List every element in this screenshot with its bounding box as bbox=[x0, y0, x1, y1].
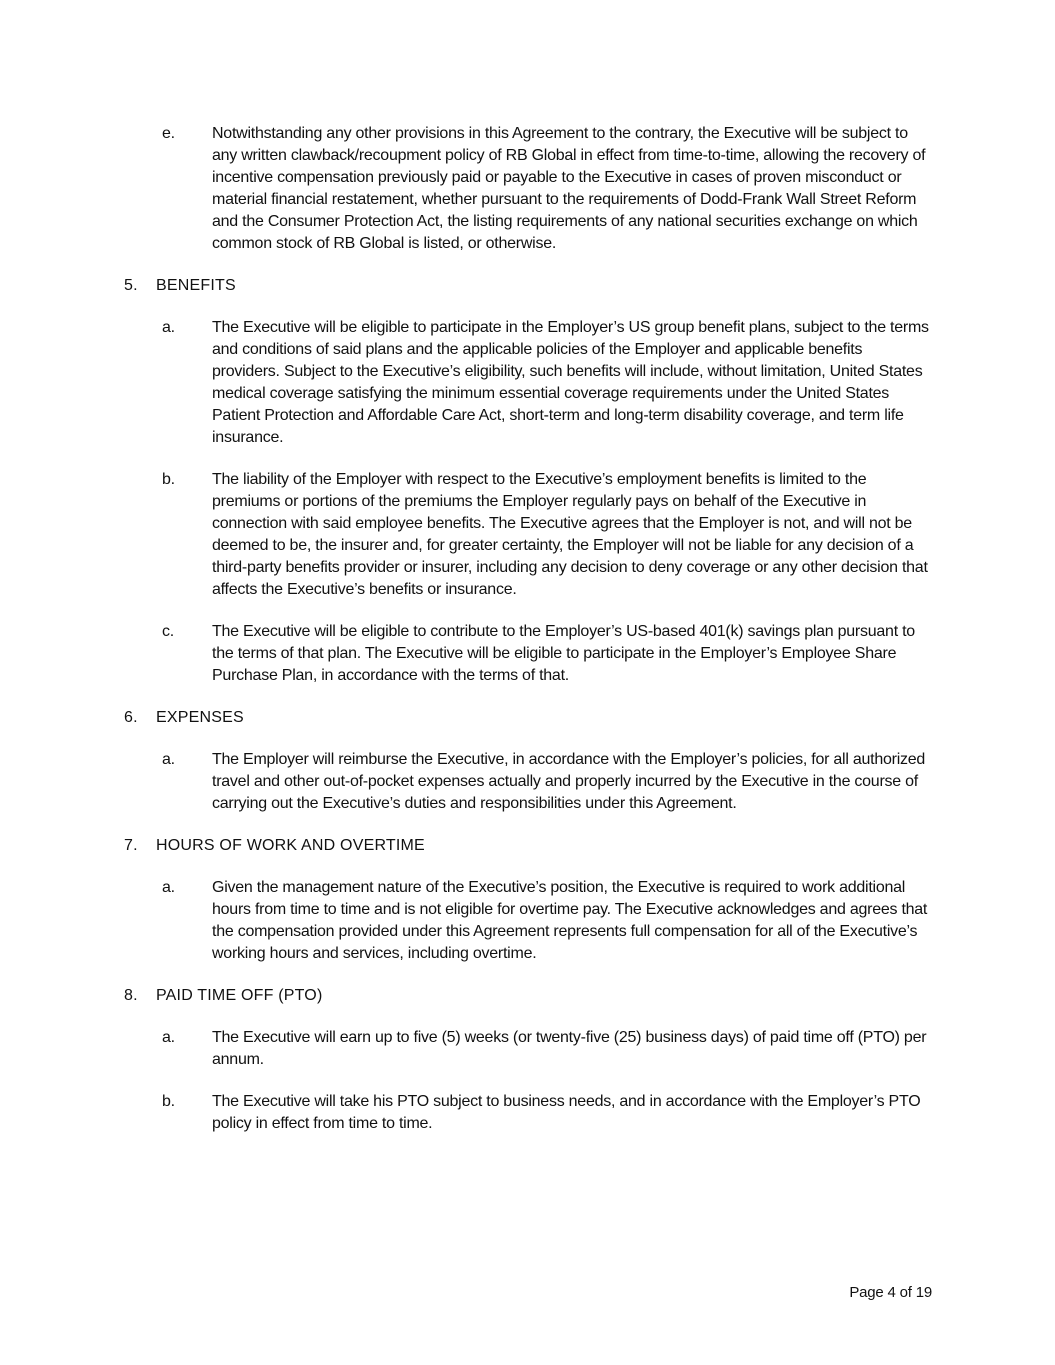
page-number: Page 4 of 19 bbox=[849, 1284, 932, 1301]
clause-label: a. bbox=[162, 751, 175, 768]
section-heading-hours bbox=[124, 835, 934, 857]
clause-text: The Executive will be eligible to contribute to the Employer’s US-based 401(k) savings plan pursuant to the terms of that plan. The Executive will be eligible to participate in the Employer’s Employee Share Purchase Plan, in accordance with the terms of that. bbox=[212, 623, 915, 684]
clause-5c bbox=[124, 621, 934, 687]
clause-label: a. bbox=[162, 879, 175, 896]
clause-5e bbox=[124, 123, 934, 255]
clause-text: The Employer will reimburse the Executive, in accordance with the Employer’s policies, for all authorized travel and other out-of-pocket expenses actually and properly incurred by the Executive in the course of carrying out the Executive’s duties and responsibilities under this Agreement. bbox=[212, 751, 926, 812]
clause-label: b. bbox=[162, 1093, 175, 1110]
clause-text: Notwithstanding any other provisions in this Agreement to the contrary, the Executive will be subject to any written clawback/recoupment policy of RB Global in effect from time-to-time, allowing the recovery of incentive compensation previously paid or payable to the Executive in cases of proven misconduct or material financial restatement, whether pursuant to the requirements of Dodd-Frank Wall Street Reform and the Consumer Protection Act, the listing requirements of any national securities exchange on which common stock of RB Global is listed, or otherwise. bbox=[212, 125, 926, 252]
clause-text: The liability of the Employer with respect to the Executive’s employment benefits is limited to the premiums or portions of the premiums the Employer regularly pays on behalf of the Executive in connection with said employee benefits. The Executive agrees that the Employer is not, and will not be deemed to be, the insurer and, for greater certainty, the Employer will not be liable for any decision of a third-party benefits provider or insurer, including any decision to deny coverage or any other decision that affects the Executive’s benefits or insurance. bbox=[212, 471, 928, 598]
section-title: EXPENSES bbox=[156, 709, 244, 726]
section-title: HOURS OF WORK AND OVERTIME bbox=[156, 837, 425, 854]
clause-6a bbox=[124, 749, 934, 815]
clause-label: b. bbox=[162, 471, 175, 488]
clause-7a bbox=[124, 877, 934, 965]
clause-label: c. bbox=[162, 623, 174, 640]
document-body bbox=[124, 123, 934, 1135]
section-title: PAID TIME OFF (PTO) bbox=[156, 987, 323, 1004]
section-heading-pto bbox=[124, 985, 934, 1007]
clause-8a bbox=[124, 1027, 934, 1071]
section-number: 8. bbox=[124, 987, 138, 1004]
clause-5b bbox=[124, 469, 934, 601]
clause-label: a. bbox=[162, 1029, 175, 1046]
section-heading-benefits bbox=[124, 275, 934, 297]
clause-text: Given the management nature of the Executive’s position, the Executive is required to work additional hours from time to time and is not eligible for overtime pay. The Executive acknowledges and agrees that the compensation provided under this Agreement represents full compensation for all of the Executive’s working hours and services, including overtime. bbox=[212, 879, 928, 962]
clause-5a bbox=[124, 317, 934, 449]
clause-text: The Executive will earn up to five (5) weeks (or twenty-five (25) business days) of paid time off (PTO) per annum. bbox=[212, 1029, 927, 1068]
clause-text: The Executive will be eligible to participate in the Employer’s US group benefit plans, subject to the terms and conditions of said plans and the applicable policies of the Employer and applicable benefits providers. Subject to the Executive’s eligibility, such benefits will include, without limitation, United States medical coverage satisfying the minimum essential coverage requirements under the United States Patient Protection and Affordable Care Act, short-term and long-term disability coverage, and term life insurance. bbox=[212, 319, 929, 446]
clause-label: e. bbox=[162, 125, 175, 142]
clause-label: a. bbox=[162, 319, 175, 336]
section-number: 6. bbox=[124, 709, 138, 726]
section-title: BENEFITS bbox=[156, 277, 236, 294]
section-number: 5. bbox=[124, 277, 138, 294]
clause-text: The Executive will take his PTO subject to business needs, and in accordance with the Employer’s PTO policy in effect from time to time. bbox=[212, 1093, 921, 1132]
section-heading-expenses bbox=[124, 707, 934, 729]
section-number: 7. bbox=[124, 837, 138, 854]
clause-8b bbox=[124, 1091, 934, 1135]
